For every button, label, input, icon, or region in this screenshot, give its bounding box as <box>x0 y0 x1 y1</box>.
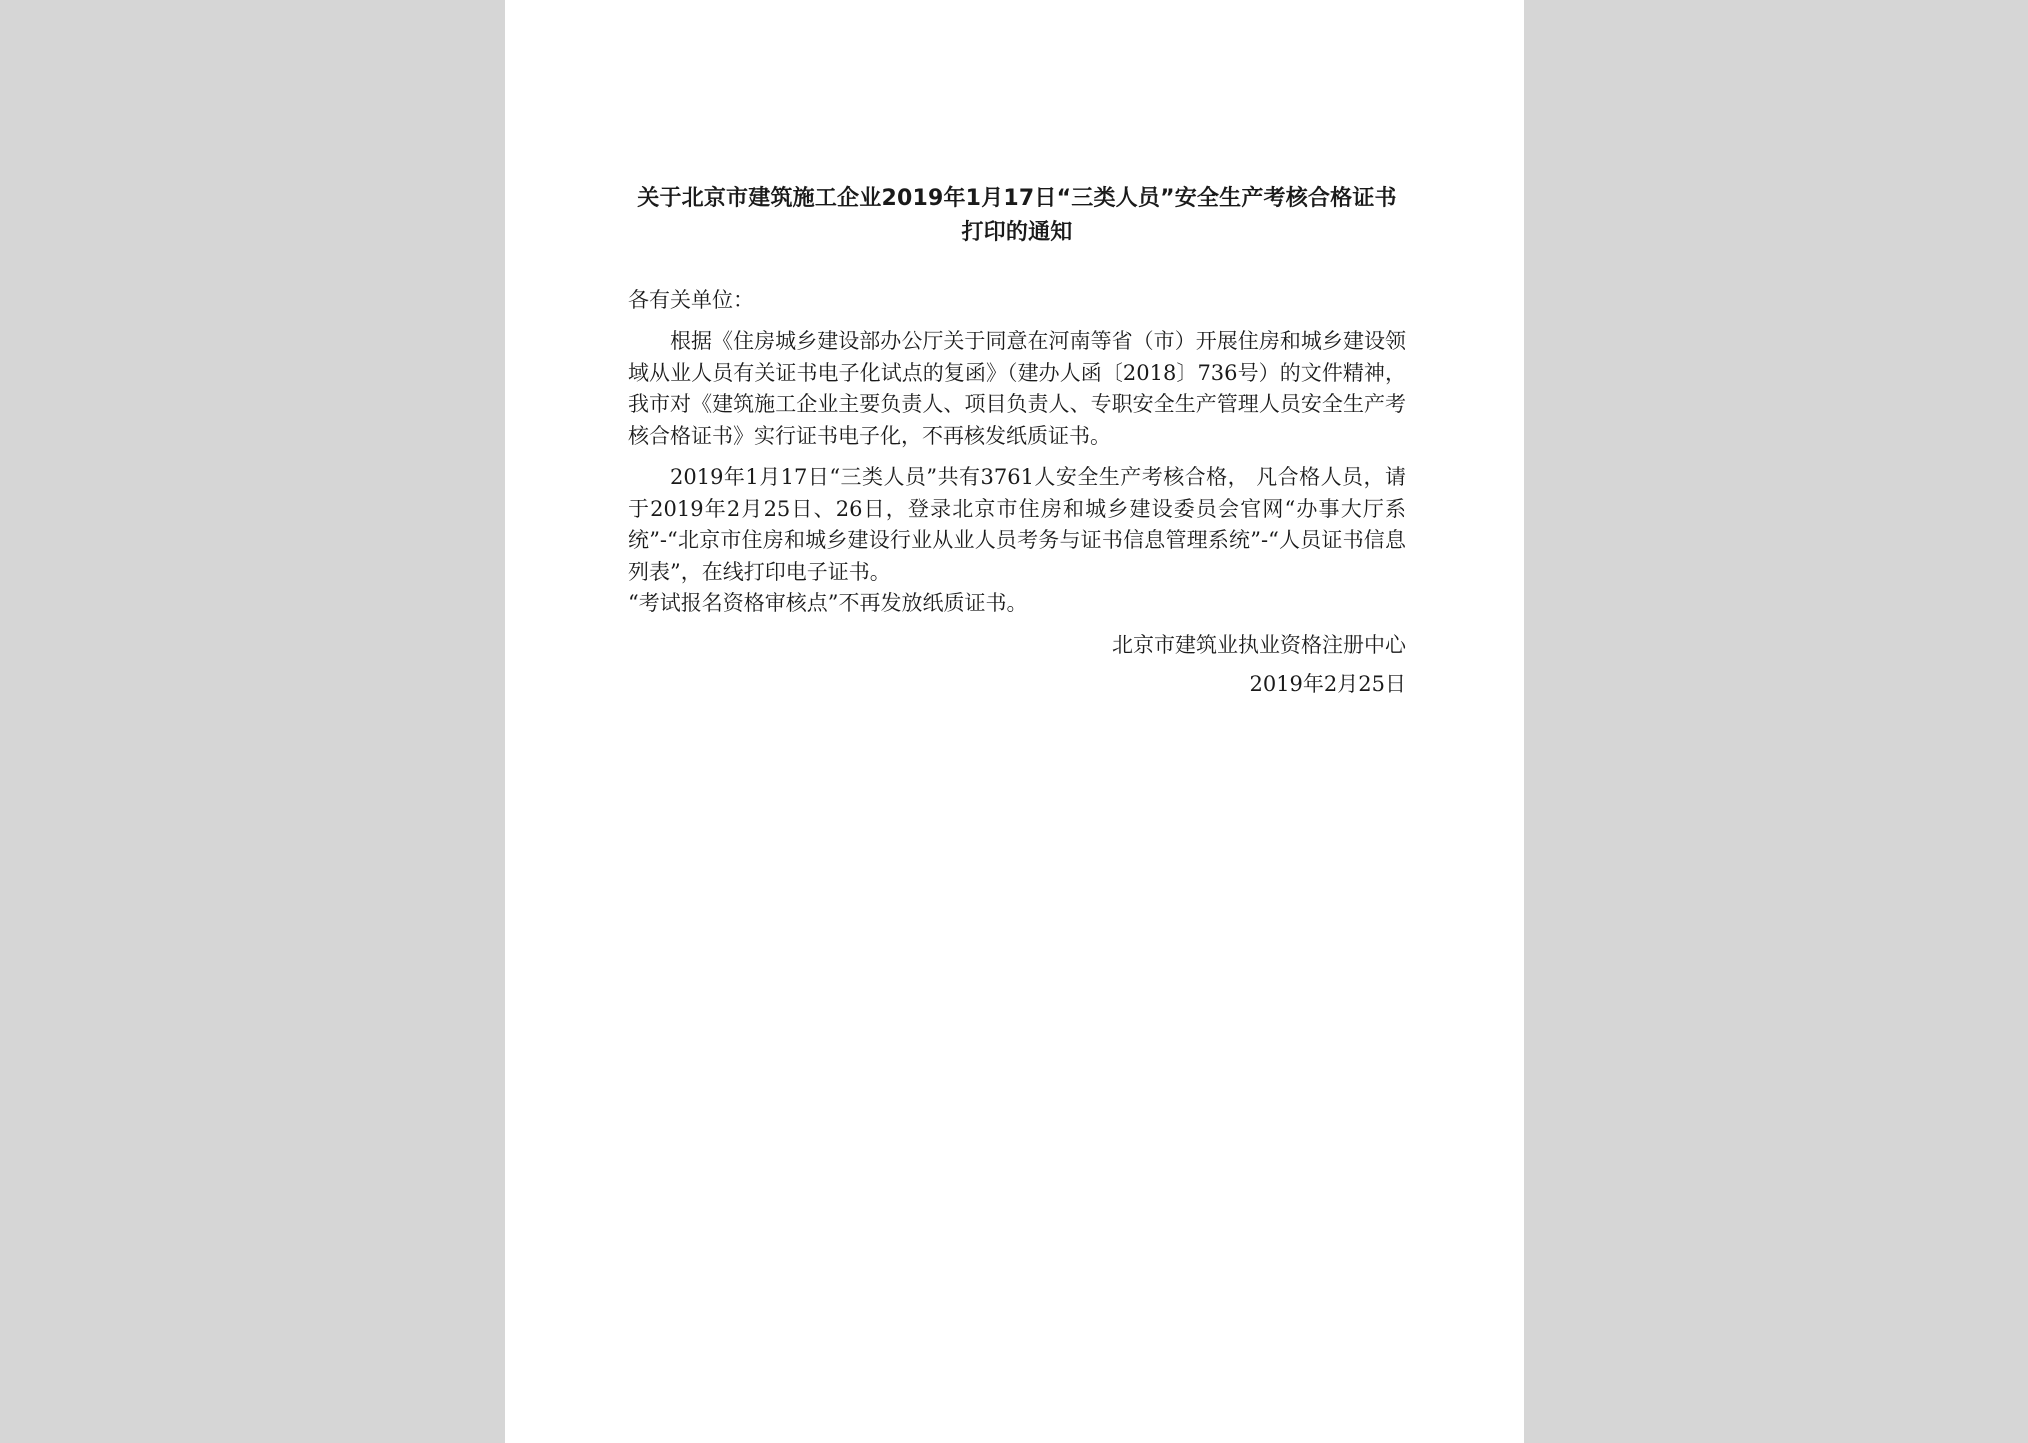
body-paragraph-1: 根据《住房城乡建设部办公厅关于同意在河南等省（市）开展住房和城乡建设领域从业人员有关证书电子化试点的复函》（建办人函〔2018〕736号）的文件精神，我市对《建筑施工企业主要负责人、项目负责人、专职安全生产管理人员安全生产考核合格证书》实行证书电子化，不再核发纸质证书。 <box>628 329 1406 448</box>
page-content <box>628 182 1406 701</box>
salutation: 各有关单位： <box>628 288 754 312</box>
body-paragraph-2: 2019年1月17日“三类人员”共有3761人安全生产考核合格， 凡合格人员，请于2019年2月25日、26日，登录北京市住房和城乡建设委员会官网“办事大厅系统”-“北京市住房和城乡建设行业从业人员考务与证书信息管理系统”-“人员证书信息列表”，在线打印电子证书。 <box>628 465 1406 584</box>
issuer-signature: 北京市建筑业执业资格注册中心 <box>1112 632 1406 657</box>
document-title: 关于北京市建筑施工企业2019年1月17日“三类人员”安全生产考核合格证书打印的通知 <box>637 186 1397 245</box>
document-page <box>505 0 1524 1443</box>
body-paragraph-3: “考试报名资格审核点”不再发放纸质证书。 <box>628 591 1028 615</box>
issue-date: 2019年2月25日 <box>1249 672 1406 696</box>
